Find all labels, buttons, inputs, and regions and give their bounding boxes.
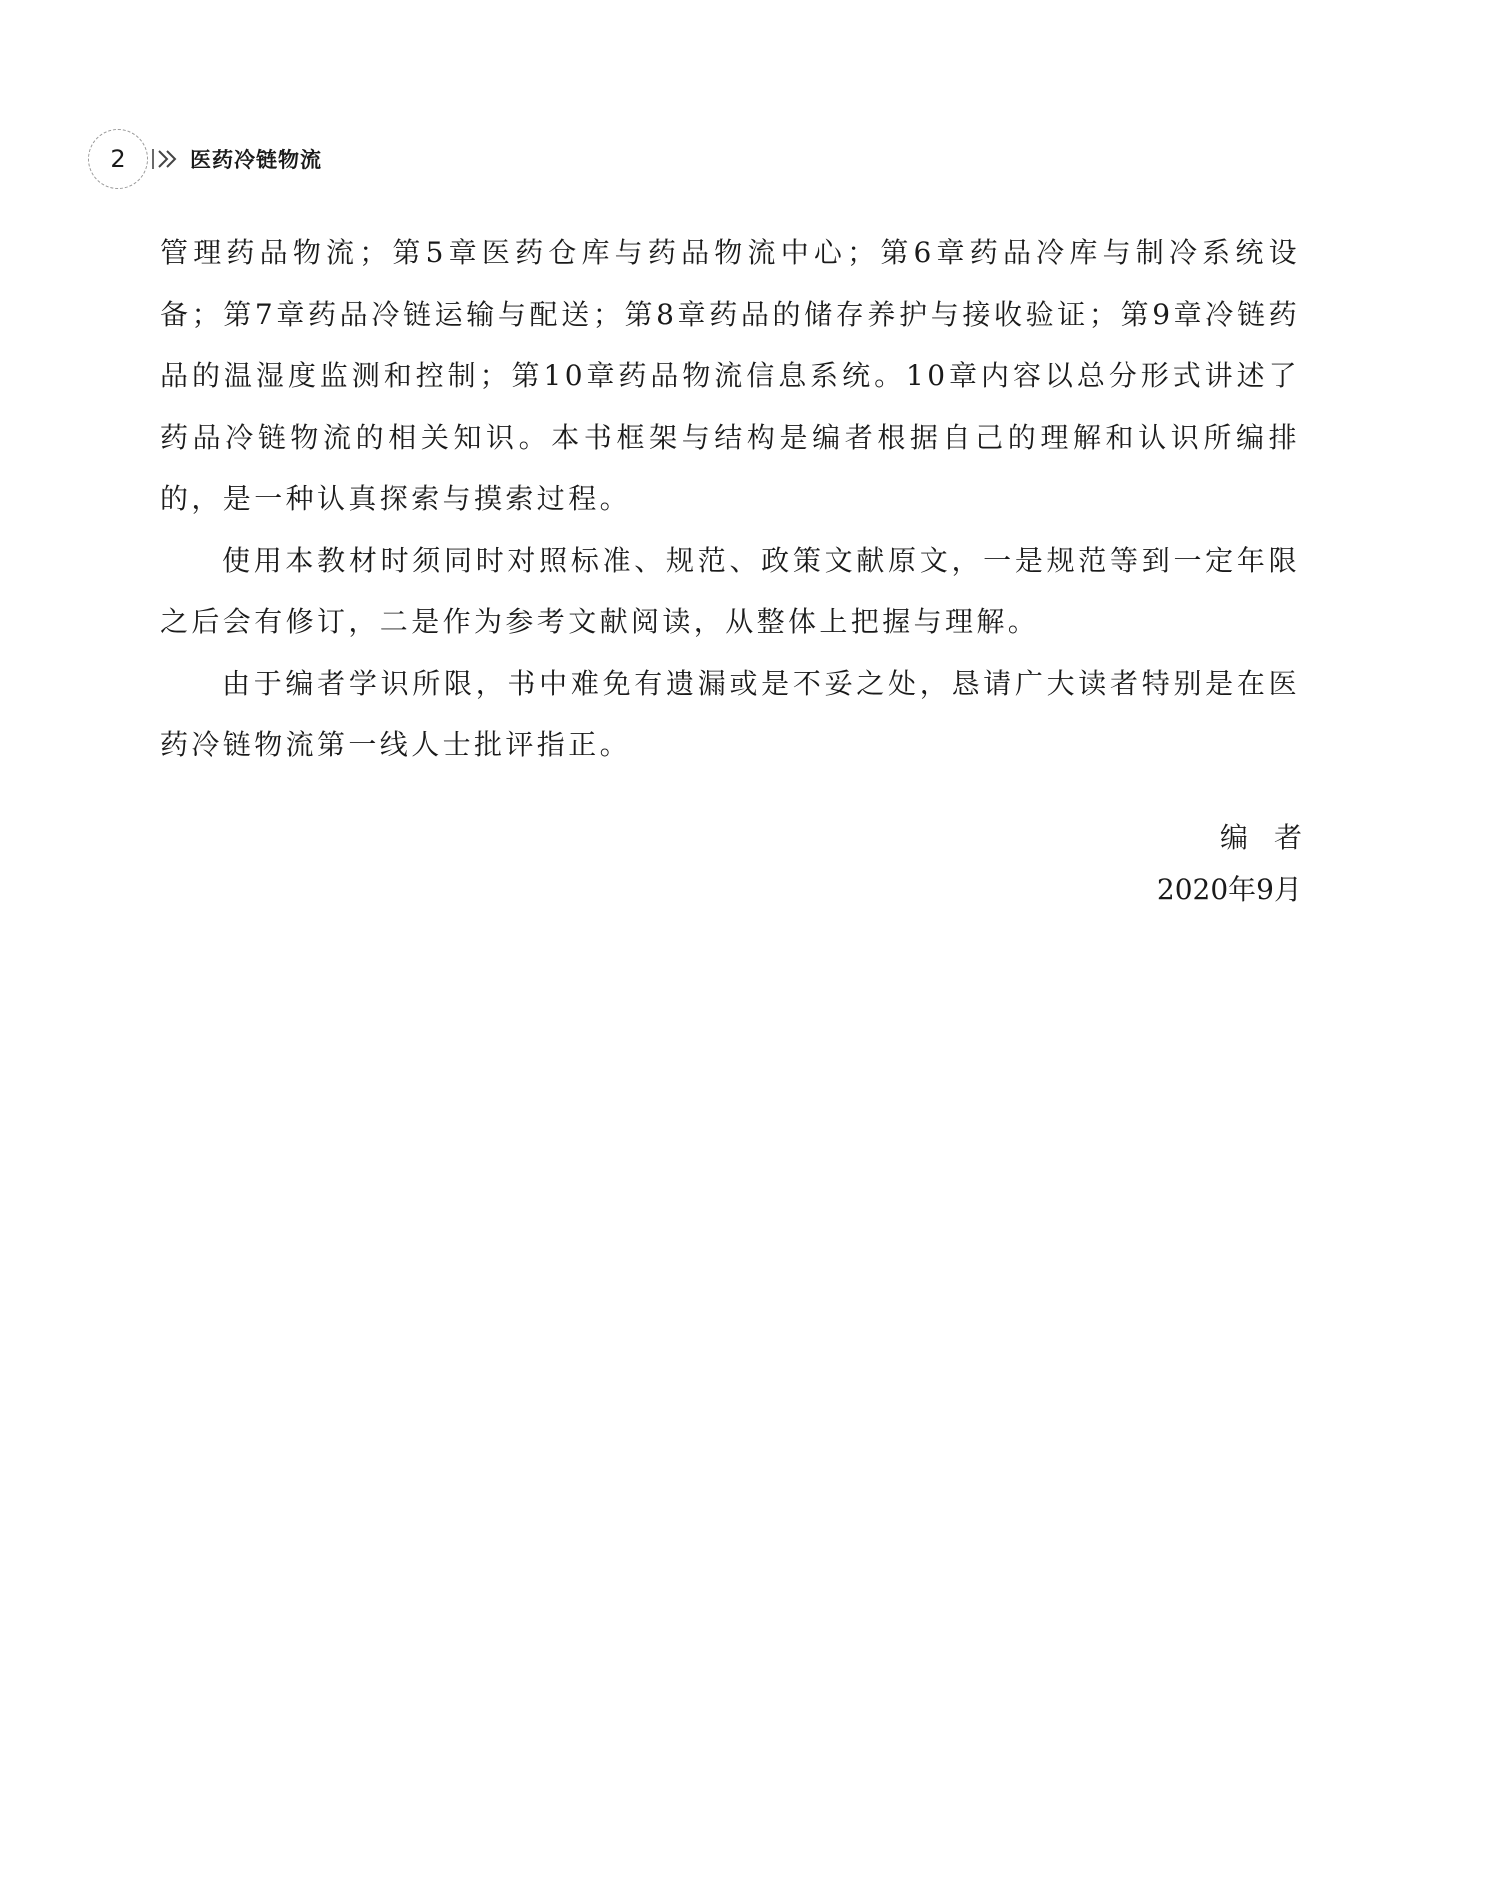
signature-block <box>1156 812 1328 916</box>
running-header <box>88 128 322 190</box>
page-number-badge <box>88 129 148 189</box>
author-signature: 编者 <box>1219 821 1328 854</box>
paragraph: 管理药品物流；第5章医药仓库与药品物流中心；第6章药品冷库与制冷系统设备；第7章药品冷链运输与配送；第8章药品的储存养护与接收验证；第9章冷链药品的温湿度监测和控制；第10章药品物流信息系统。10章内容以总分形式讲述了药品冷链物流的相关知识。本书框架与结构是编者根据自己的理解和认识所编排的，是一种认真探索与摸索过程。 <box>160 236 1300 515</box>
paragraph: 使用本教材时须同时对照标准、规范、政策文献原文，一是规范等到一定年限之后会有修订，二是作为参考文献阅读，从整体上把握与理解。 <box>160 543 1300 638</box>
double-chevron-right-icon <box>150 146 184 172</box>
page-number: 2 <box>110 145 126 173</box>
paragraph: 由于编者学识所限，书中难免有遗漏或是不妥之处，恳请广大读者特别是在医药冷链物流第一线人士批评指正。 <box>160 666 1300 761</box>
book-title: 医药冷链物流 <box>190 148 322 172</box>
body-text <box>160 222 1300 776</box>
signature-date: 2020年9月 <box>1156 873 1302 906</box>
